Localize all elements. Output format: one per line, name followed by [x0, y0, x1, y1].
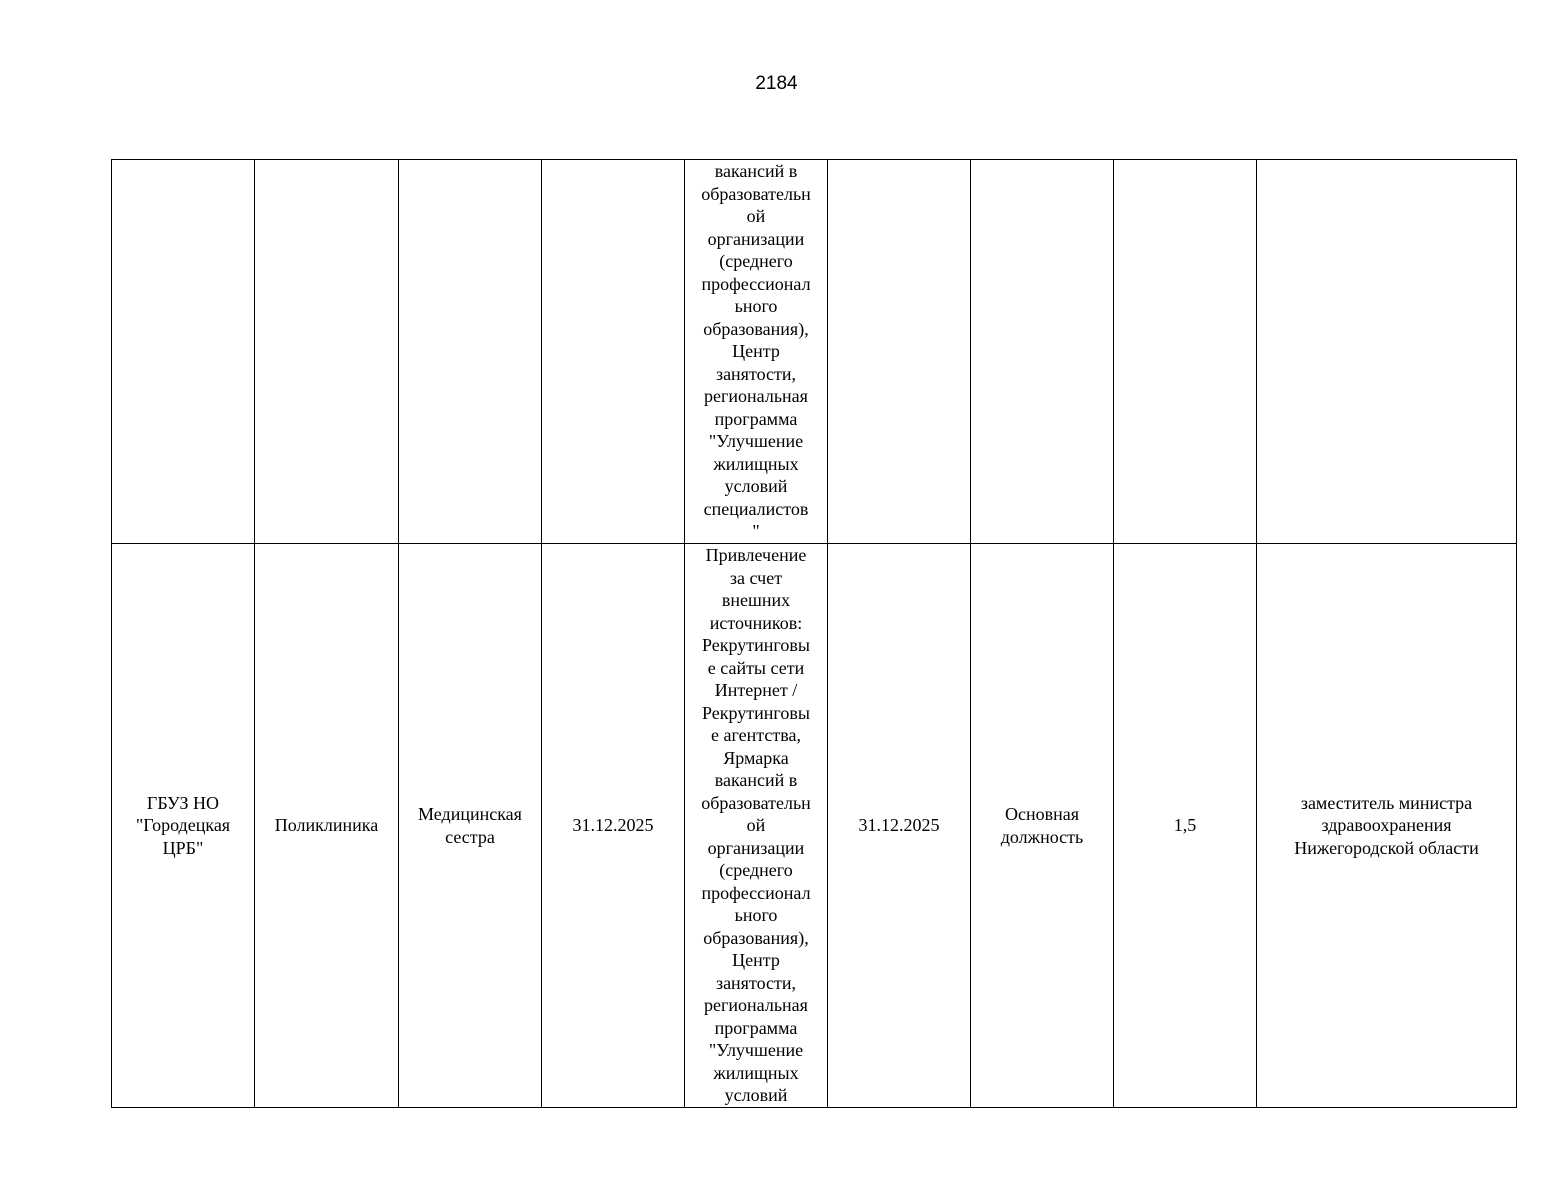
- table-row: [112, 160, 1517, 544]
- cell-date-filled: [828, 160, 971, 544]
- table-row: [112, 544, 1517, 1108]
- cell-date-filled: 31.12.2025: [828, 544, 971, 1108]
- cell-organization: [112, 160, 255, 544]
- cell-employment-type: Основная должность: [971, 544, 1114, 1108]
- page-number: 2184: [755, 73, 798, 94]
- cell-department: [255, 160, 399, 544]
- cell-position: [399, 160, 542, 544]
- cell-date-needed: 31.12.2025: [542, 544, 685, 1108]
- staffing-table: [111, 159, 1517, 1108]
- cell-rate: [1114, 160, 1257, 544]
- cell-department: Поликлиника: [255, 544, 399, 1108]
- cell-date-needed: [542, 160, 685, 544]
- cell-rate: 1,5: [1114, 544, 1257, 1108]
- cell-sources: вакансий в образовательн ой организации (среднего профессионал ьного образования), Центр занятости, региональная программа "Улучшение жилищных условий специалистов ": [685, 160, 828, 544]
- cell-employment-type: [971, 160, 1114, 544]
- cell-sources: Привлечение за счет внешних источников: Рекрутинговы е сайты сети Интернет / Рекрутинговы е агентства, Ярмарка вакансий в образовательн ой организации (среднего профессионал ьного образования), Центр занятости, региональная программа "Улучшение жилищных условий: [685, 544, 828, 1108]
- cell-responsible: [1257, 160, 1517, 544]
- cell-position: Медицинская сестра: [399, 544, 542, 1108]
- cell-responsible: заместитель министра здравоохранения Нижегородской области: [1257, 544, 1517, 1108]
- cell-organization: ГБУЗ НО "Городецкая ЦРБ": [112, 544, 255, 1108]
